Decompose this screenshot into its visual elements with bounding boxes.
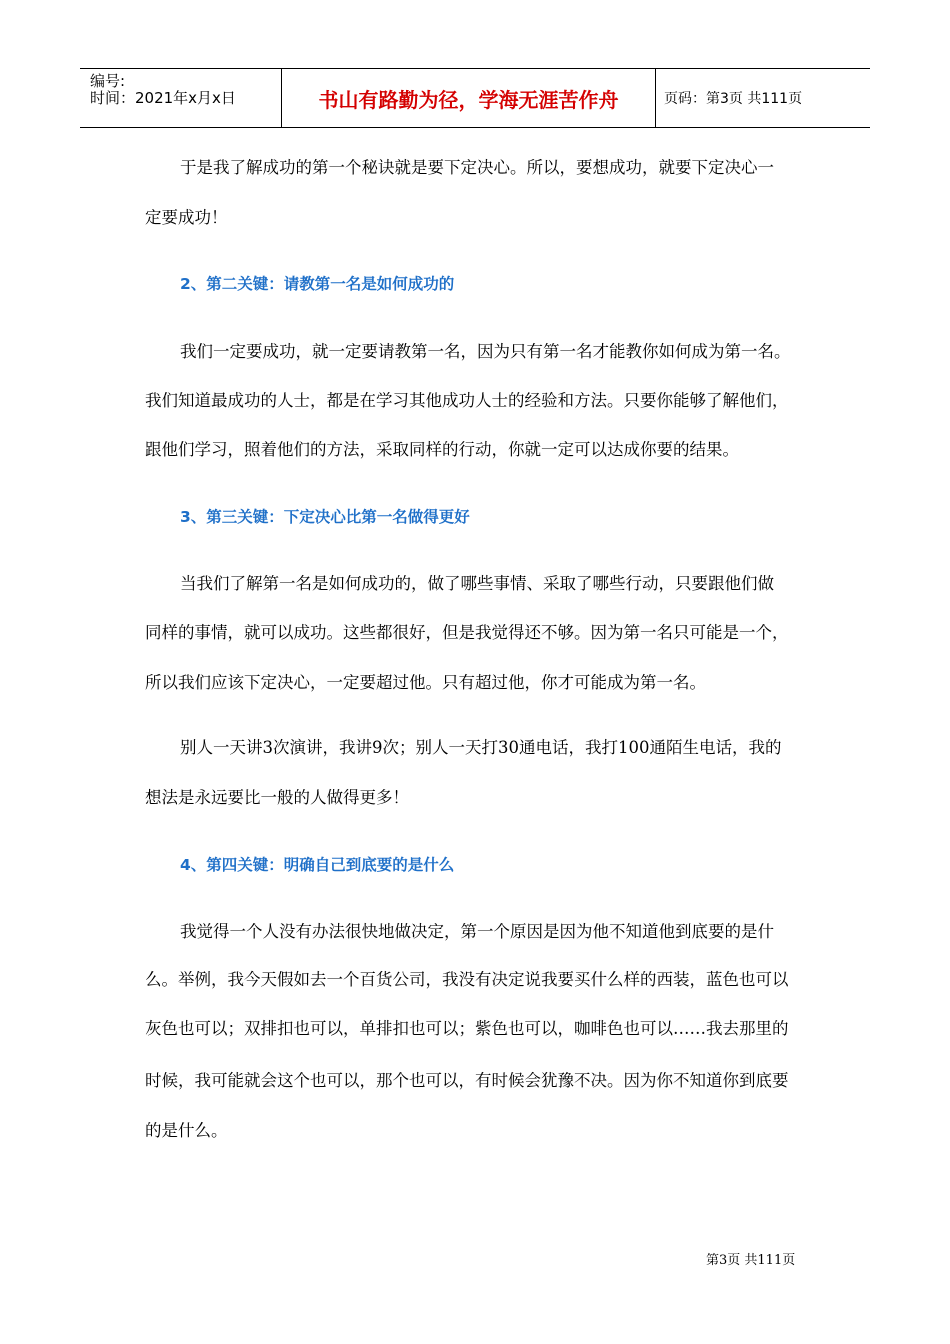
time-label: 时间：2021年x月x日 <box>90 89 236 107</box>
paragraph-line: 我们一定要成功，就一定要请教第一名，因为只有第一名才能教你如何成为第一名。 <box>180 342 791 361</box>
paragraph-line: 同样的事情，就可以成功。这些都很好，但是我觉得还不够。因为第一名只可能是一个， <box>145 623 789 642</box>
paragraph-line: 灰色也可以；双排扣也可以，单排扣也可以；紫色也可以，咖啡色也可以……我去那里的 <box>145 1019 789 1038</box>
paragraph-line: 么。举例，我今天假如去一个百货公司，我没有决定说我要买什么样的西装，蓝色也可以 <box>145 970 789 989</box>
paragraph-line: 我觉得一个人没有办法很快地做决定，第一个原因是因为他不知道他到底要的是什 <box>180 922 774 941</box>
paragraph-line: 于是我了解成功的第一个秘诀就是要下定决心。所以，要想成功，就要下定决心一 <box>180 158 774 177</box>
paragraph-line: 所以我们应该下定决心，一定要超过他。只有超过他，你才可能成为第一名。 <box>145 673 706 692</box>
page-footer: 第3页 共111页 <box>706 1253 796 1268</box>
section-heading: 4、第四关键：明确自己到底要的是什么 <box>180 856 455 874</box>
section-heading: 2、第二关键：请教第一名是如何成功的 <box>180 275 455 293</box>
paragraph-line: 的是什么。 <box>145 1121 228 1140</box>
paragraph-line: 时候，我可能就会这个也可以，那个也可以，有时候会犹豫不决。因为你不知道你到底要 <box>145 1071 789 1090</box>
header-motto: 书山有路勤为径，学海无涯苦作舟 <box>318 87 619 112</box>
paragraph-line: 想法是永远要比一般的人做得更多！ <box>145 788 409 807</box>
section-heading: 3、第三关键：下定决心比第一名做得更好 <box>180 508 470 526</box>
paragraph-line: 我们知道最成功的人士，都是在学习其他成功人士的经验和方法。只要你能够了解他们， <box>145 391 789 410</box>
paragraph-line: 定要成功！ <box>145 208 228 227</box>
number-label: 编号: <box>90 72 126 90</box>
header-page-info: 页码：第3页 共111页 <box>664 91 803 107</box>
header-meta <box>80 69 282 127</box>
paragraph-line: 当我们了解第一名是如何成功的，做了哪些事情、采取了哪些行动，只要跟他们做 <box>180 574 774 593</box>
paragraph-line: 别人一天讲3次演讲，我讲9次；别人一天打30通电话，我打100通陌生电话，我的 <box>180 738 782 757</box>
paragraph-line: 跟他们学习，照着他们的方法，采取同样的行动，你就一定可以达成你要的结果。 <box>145 440 739 459</box>
page-header <box>80 68 870 128</box>
